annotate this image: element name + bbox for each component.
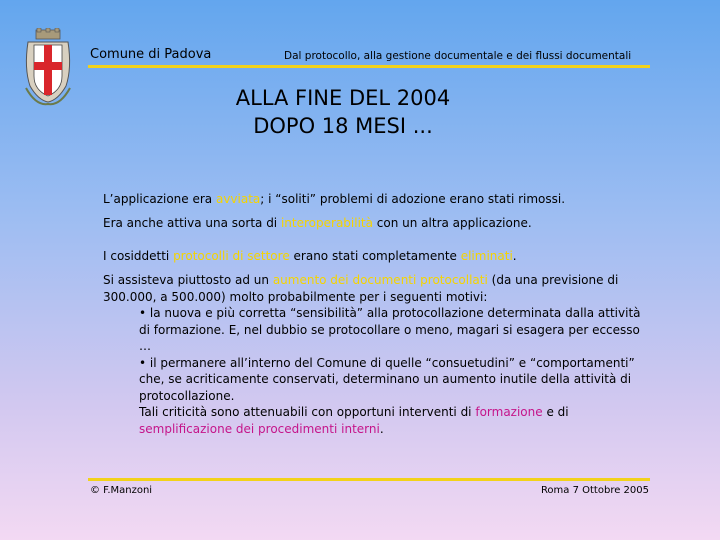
highlight-protocolli-di-settore: protocolli di settore <box>173 249 290 263</box>
paragraph-interoperability <box>103 215 648 232</box>
paragraph-document-increase <box>103 272 648 437</box>
highlight-avviata: avviata <box>215 192 261 206</box>
text-run: (da una previsione di 300.000, a 500.000) molto probabilmente per i seguenti motivi: <box>103 273 619 304</box>
text-run: e di <box>542 405 569 419</box>
text-run: erano stati completamente <box>289 249 461 263</box>
slide-title-line-2: DOPO 18 MESI ... <box>253 114 433 138</box>
bullet-training-sensitivity: • la nuova e più corretta “sensibilità” alla protocollazione determinata dalla attività di formazione. E, nel dubbio se protocollare o meno, magari si esagera per eccesso … <box>139 306 641 353</box>
footer-place-date: Roma 7 Ottobre 2005 <box>540 485 649 496</box>
bullet-habits: • il permanere all’interno del Comune di quelle “consuetudini” e “comportamenti” che, se acriticamente conservati, determinano un aumento inutile della attività di protocollazione. <box>139 355 635 403</box>
highlight-aumento-documenti: aumento dei documenti protocollati <box>272 273 488 287</box>
header-divider <box>88 65 650 68</box>
paragraph-sector-protocols <box>103 248 648 265</box>
highlight-eliminati: eliminati <box>460 249 513 263</box>
text-run: I cosiddetti <box>103 249 174 263</box>
footer-author: © F.Manzoni <box>90 485 153 496</box>
highlight-semplificazione: semplificazione dei procedimenti interni <box>139 421 380 436</box>
intro-text <box>103 272 648 305</box>
text-run: Si assisteva piuttosto ad un <box>103 273 273 287</box>
text-run: . <box>379 421 384 436</box>
text-run: . <box>512 249 517 263</box>
text-run: Tali criticità sono attenuabili con opportuni interventi di <box>139 405 476 419</box>
slide-title-line-1: ALLA FINE DEL 2004 <box>235 86 451 110</box>
organization-name: Comune di Padova <box>90 47 212 62</box>
text-run: con un altra applicazione. <box>372 216 532 230</box>
presentation-subtitle: Dal protocollo, alla gestione documentale e dei flussi documentali <box>284 50 632 62</box>
highlight-formazione: formazione <box>475 405 543 419</box>
footer-divider <box>88 478 650 481</box>
closing-text <box>103 404 648 437</box>
text-run: L’applicazione era <box>103 192 216 206</box>
text-run: Era anche attiva una sorta di <box>103 216 281 230</box>
highlight-interoperabilita: interoperabilità <box>280 216 373 230</box>
paragraph-application-started <box>103 191 648 208</box>
text-run: ; i “soliti” problemi di adozione erano stati rimossi. <box>260 192 566 206</box>
